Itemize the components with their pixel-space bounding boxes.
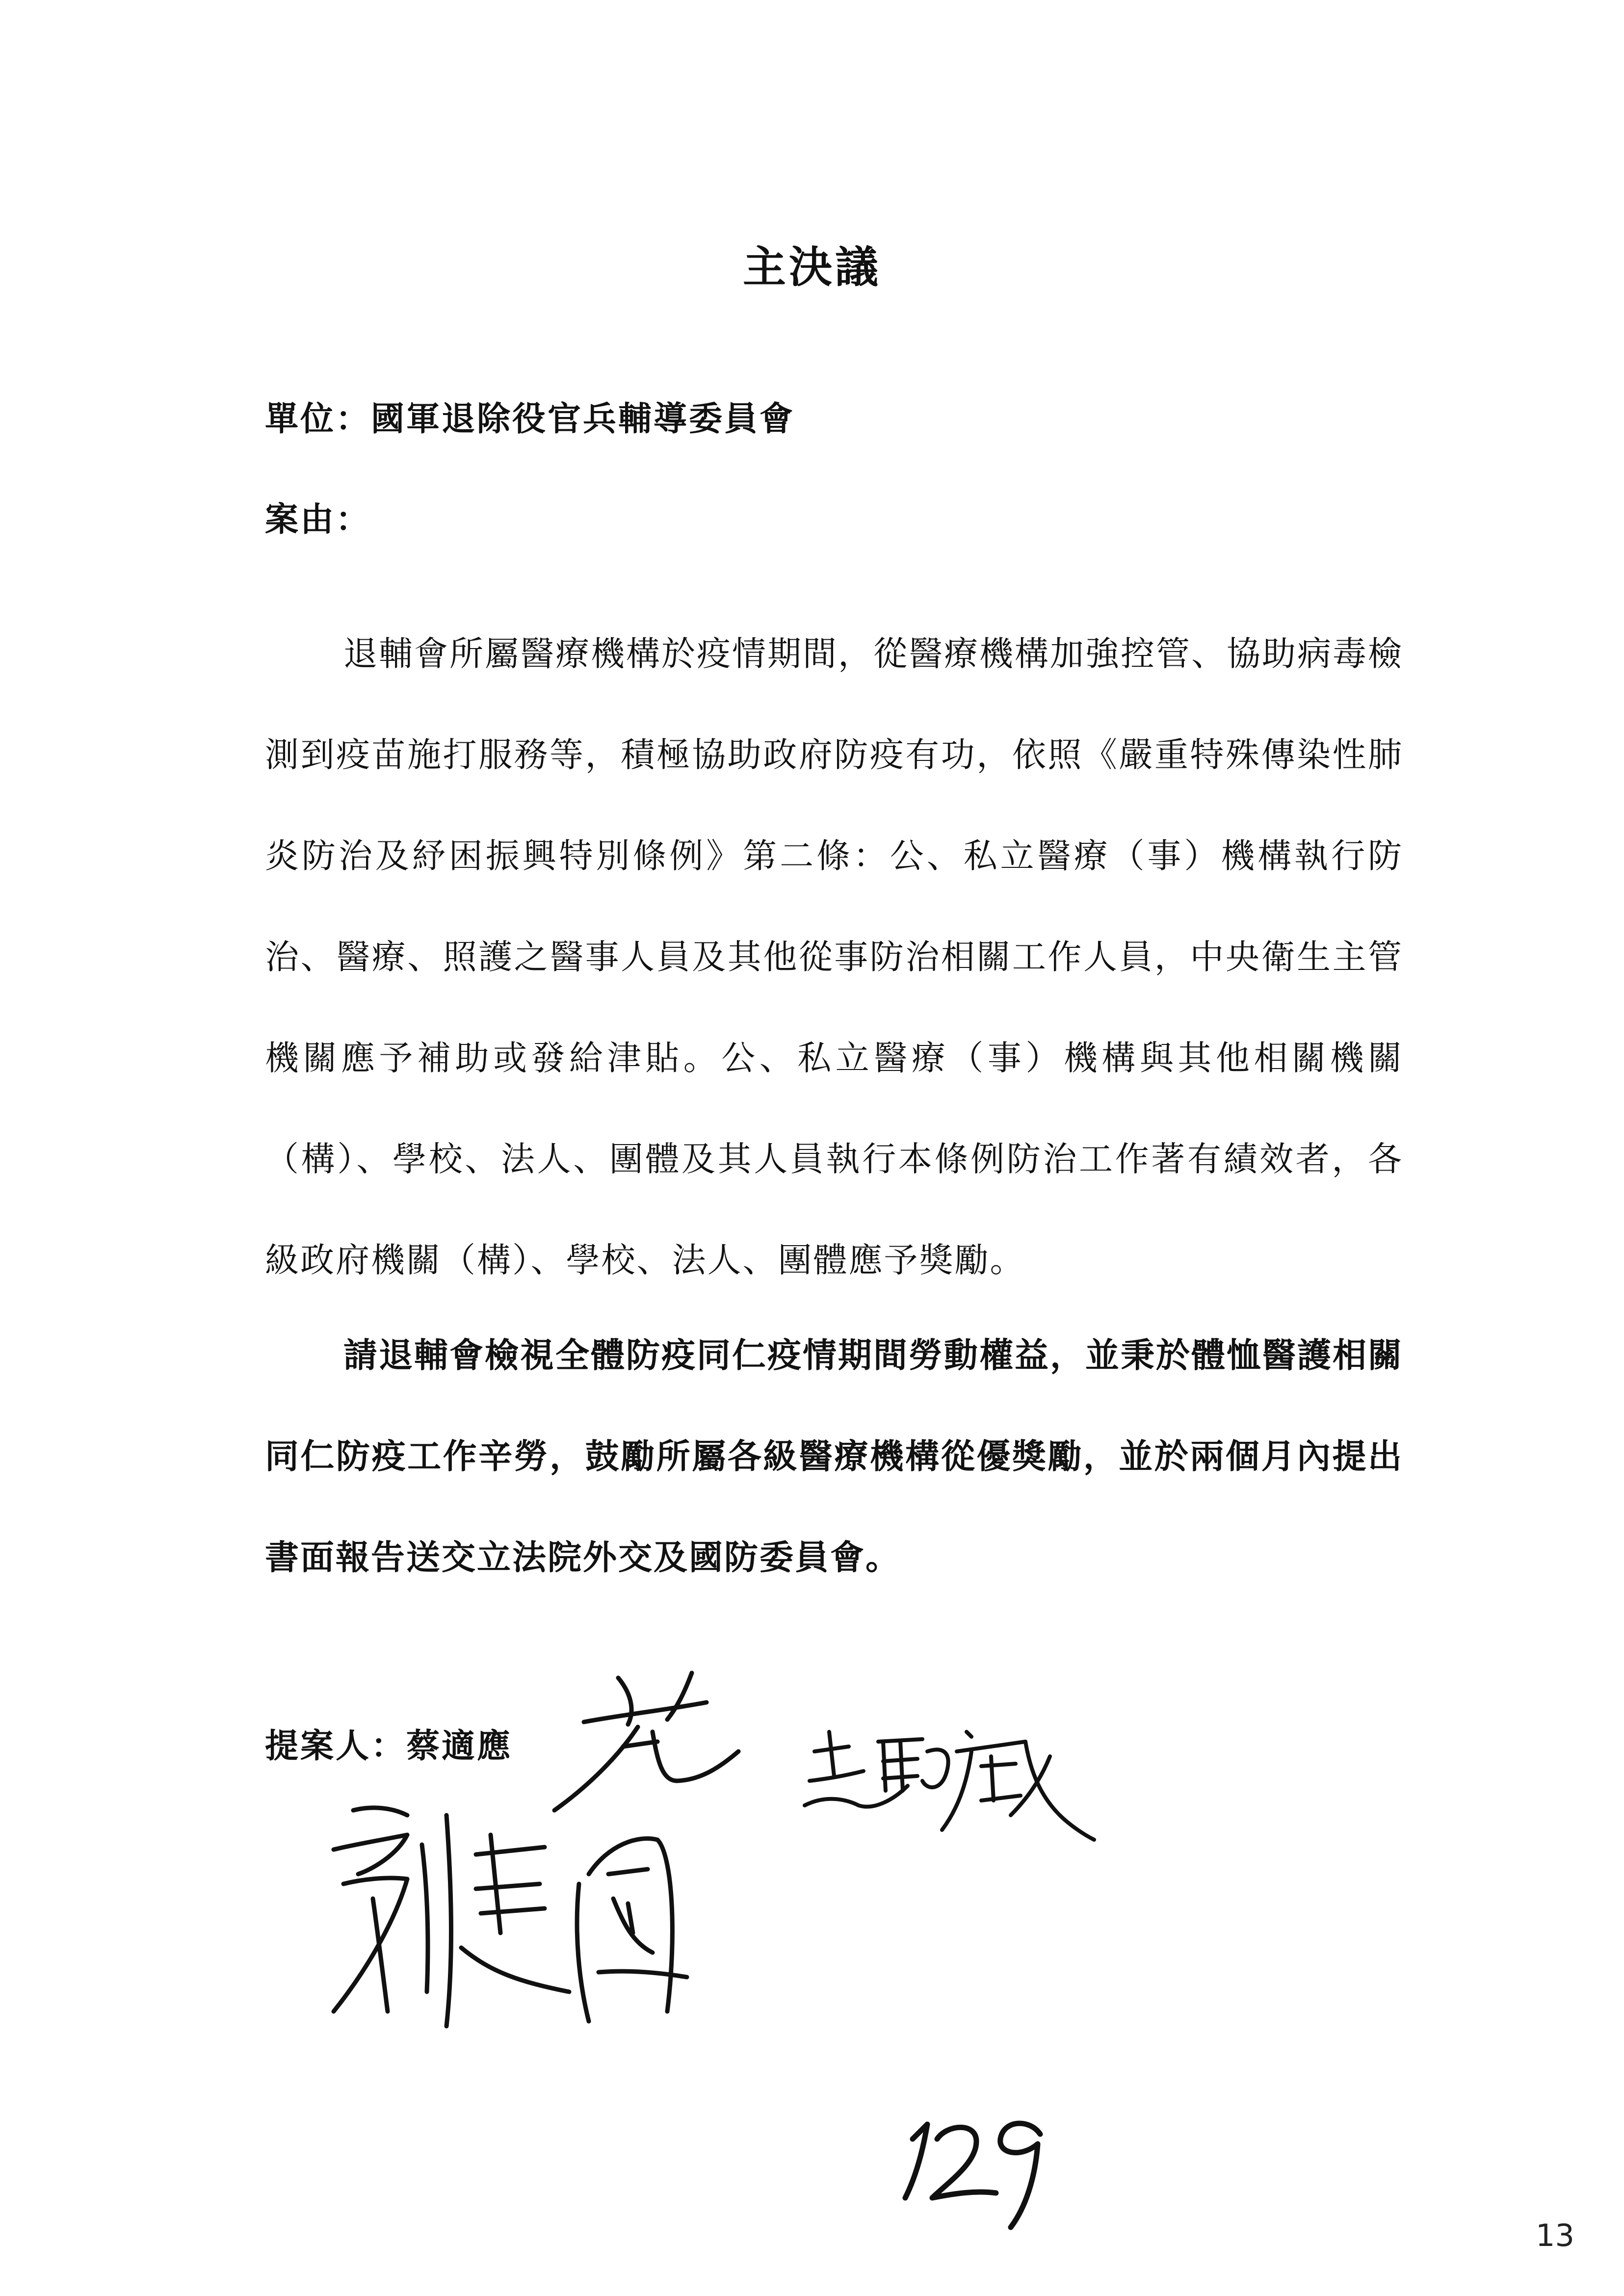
reason-paragraph: 退輔會所屬醫療機構於疫情期間，從醫療機構加強控管、協助病毒檢測到疫苗施打服務等，積極協助政府防疫有功，依照《嚴重特殊傳染性肺炎防治及紓困振興特別條例》第二條：公、私立醫療（事）機構執行防治、醫療、照護之醫事人員及其他從事防治相關工作人員，中央衛生主管機關應予補助或發給津貼。公、私立醫療（事）機構與其他相關機關（構）、學校、法人、團體及其人員執行本條例防治工作著有績效者，各級政府機關（構）、學校、法人、團體應予獎勵。: [265, 634, 1403, 1280]
unit-line: 單位：國軍退除役官兵輔導委員會: [265, 399, 795, 439]
handwritten-signature-2: [795, 1712, 1099, 1874]
corner-page-number: 13: [1536, 2218, 1574, 2253]
reason-label: 案由：: [265, 500, 371, 539]
proposer-line: 提案人：蔡適應: [265, 1726, 513, 1766]
handwritten-page-number: [893, 2095, 1055, 2234]
document-title: 主決議: [742, 241, 881, 292]
handwritten-signature-3: [314, 1786, 746, 2041]
resolution-paragraph: 請退輔會檢視全體防疫同仁疫情期間勞動權益，並秉於體恤醫護相關同仁防疫工作辛勞，鼓勵所屬各級醫療機構從優獎勵，並於兩個月內提出書面報告送交立法院外交及國防委員會。: [265, 1335, 1403, 1577]
